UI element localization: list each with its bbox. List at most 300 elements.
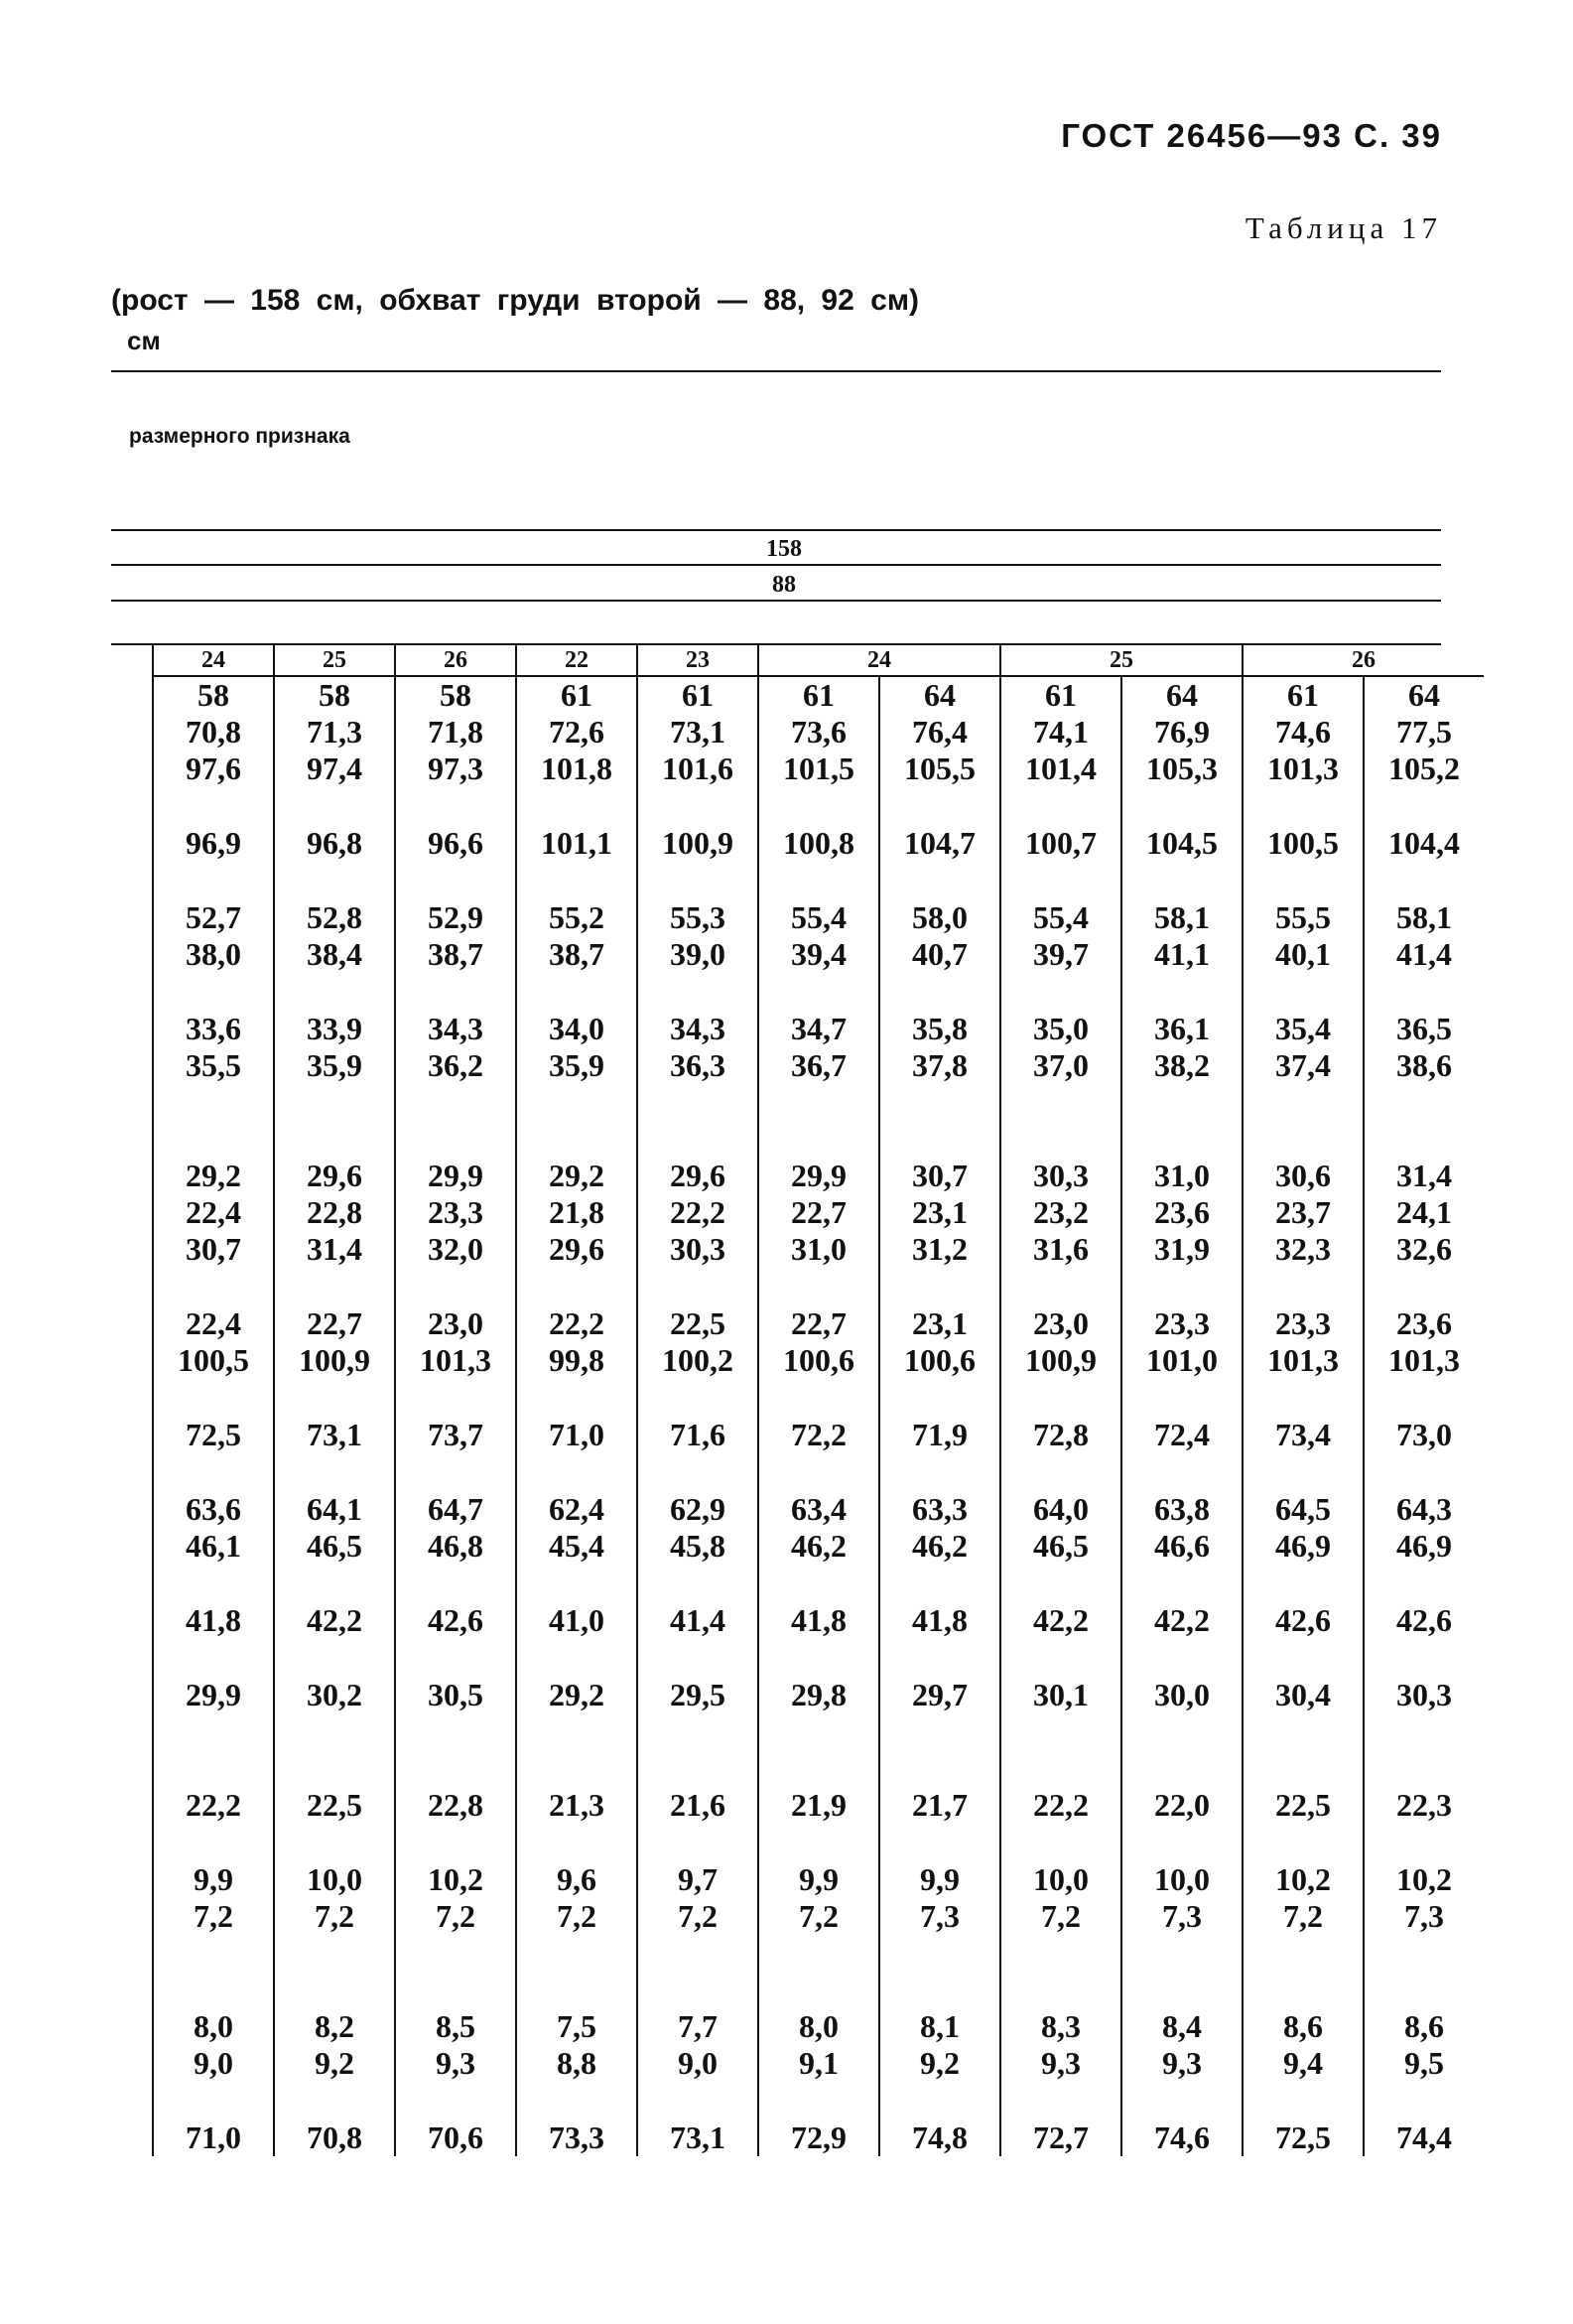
table-row <box>153 751 1484 787</box>
table-cell: 39,7 <box>1000 936 1121 973</box>
spacer-cell <box>637 1935 758 2008</box>
spacer-cell <box>153 1565 274 1602</box>
rule-header-1 <box>111 529 1441 531</box>
table-cell: 70,8 <box>153 714 274 751</box>
spacer-row <box>153 1824 1484 1861</box>
table-cell: 35,9 <box>274 1047 395 1084</box>
table-cell: 42,6 <box>395 1602 516 1639</box>
table-cell: 100,6 <box>758 1342 879 1379</box>
table-cell: 7,2 <box>1000 1898 1121 1935</box>
table-cell: 31,4 <box>1364 1158 1484 1194</box>
table-cell: 30,0 <box>1121 1677 1243 1713</box>
table-cell: 70,6 <box>395 2119 516 2156</box>
table-cell: 38,2 <box>1121 1047 1243 1084</box>
table-cell: 22,2 <box>1000 1787 1121 1824</box>
table-cell: 76,4 <box>879 714 1000 751</box>
spacer-cell <box>274 1565 395 1602</box>
spacer-cell <box>516 2082 637 2119</box>
table-cell: 22,4 <box>153 1305 274 1342</box>
table-cell: 100,5 <box>1243 825 1364 862</box>
table-cell: 62,9 <box>637 1491 758 1528</box>
table-cell: 101,0 <box>1121 1342 1243 1379</box>
table-cell: 9,7 <box>637 1861 758 1898</box>
table-cell: 8,3 <box>1000 2008 1121 2045</box>
table-row <box>153 936 1484 973</box>
table-cell: 34,0 <box>516 1011 637 1047</box>
table-cell: 8,6 <box>1364 2008 1484 2045</box>
spacer-cell <box>153 787 274 825</box>
table-cell: 29,6 <box>516 1231 637 1268</box>
table-cell: 101,6 <box>637 751 758 787</box>
group-header-cell: 26 <box>395 645 516 676</box>
table-cell: 32,3 <box>1243 1231 1364 1268</box>
table-cell: 72,2 <box>758 1417 879 1453</box>
table-cell: 41,8 <box>758 1602 879 1639</box>
spacer-cell <box>1364 1824 1484 1861</box>
table-cell: 101,1 <box>516 825 637 862</box>
spacer-cell <box>516 1639 637 1677</box>
size-attribute-label: размерного признака <box>129 425 350 448</box>
table-cell: 64 <box>879 676 1000 714</box>
spacer-cell <box>758 1268 879 1305</box>
spacer-cell <box>1243 973 1364 1011</box>
rule-header-3 <box>111 600 1441 602</box>
table-cell: 31,2 <box>879 1231 1000 1268</box>
group-header-cell: 22 <box>516 645 637 676</box>
table-cell: 101,4 <box>1000 751 1121 787</box>
table-cell: 55,5 <box>1243 899 1364 936</box>
table-cell: 55,2 <box>516 899 637 936</box>
table-row <box>153 1417 1484 1453</box>
table-cell: 74,1 <box>1000 714 1121 751</box>
table-cell: 105,3 <box>1121 751 1243 787</box>
spacer-cell <box>637 787 758 825</box>
spacer-cell <box>153 1084 274 1158</box>
spacer-cell <box>1000 1713 1121 1787</box>
table-cell: 24,1 <box>1364 1194 1484 1231</box>
table-cell: 22,8 <box>395 1787 516 1824</box>
table-cell: 10,0 <box>274 1861 395 1898</box>
spacer-cell <box>1121 1268 1243 1305</box>
spacer-cell <box>879 787 1000 825</box>
table-cell: 72,4 <box>1121 1417 1243 1453</box>
table-cell: 101,5 <box>758 751 879 787</box>
spacer-cell <box>1364 1565 1484 1602</box>
spacer-cell <box>153 1268 274 1305</box>
spacer-cell <box>395 1639 516 1677</box>
table-cell: 29,5 <box>637 1677 758 1713</box>
table-cell: 7,2 <box>637 1898 758 1935</box>
spacer-cell <box>1000 1824 1121 1861</box>
spacer-cell <box>1121 1453 1243 1491</box>
table-cell: 23,3 <box>395 1194 516 1231</box>
table-cell: 30,1 <box>1000 1677 1121 1713</box>
table-cell: 100,7 <box>1000 825 1121 862</box>
table-cell: 46,9 <box>1364 1528 1484 1565</box>
table-cell: 52,8 <box>274 899 395 936</box>
table-row <box>153 1861 1484 1898</box>
table-cell: 32,0 <box>395 1231 516 1268</box>
table-cell: 62,4 <box>516 1491 637 1528</box>
spacer-cell <box>274 1453 395 1491</box>
table-cell: 58,1 <box>1364 899 1484 936</box>
table-cell: 46,2 <box>758 1528 879 1565</box>
group-header-cell: 25 <box>274 645 395 676</box>
spacer-cell <box>1000 1935 1121 2008</box>
spacer-cell <box>1364 1713 1484 1787</box>
table-cell: 29,7 <box>879 1677 1000 1713</box>
table-cell: 64,1 <box>274 1491 395 1528</box>
table-row <box>153 676 1484 714</box>
spacer-cell <box>758 1565 879 1602</box>
table-cell: 30,7 <box>153 1231 274 1268</box>
table-cell: 97,4 <box>274 751 395 787</box>
page-header: ГОСТ 26456—93 С. 39 <box>1061 117 1442 154</box>
table-cell: 72,5 <box>153 1417 274 1453</box>
spacer-cell <box>758 1379 879 1417</box>
spacer-cell <box>1000 1268 1121 1305</box>
spacer-cell <box>1243 2082 1364 2119</box>
spacer-cell <box>1364 787 1484 825</box>
spacer-cell <box>516 862 637 899</box>
spacer-cell <box>1364 1453 1484 1491</box>
table-cell: 101,3 <box>1364 1342 1484 1379</box>
spacer-cell <box>879 1084 1000 1158</box>
spacer-cell <box>274 1713 395 1787</box>
spacer-cell <box>1000 862 1121 899</box>
spacer-row <box>153 862 1484 899</box>
table-cell: 74,6 <box>1121 2119 1243 2156</box>
spacer-cell <box>1364 1084 1484 1158</box>
table-cell: 73,3 <box>516 2119 637 2156</box>
table-cell: 73,1 <box>274 1417 395 1453</box>
spacer-cell <box>516 1379 637 1417</box>
table-cell: 7,3 <box>1121 1898 1243 1935</box>
table-cell: 22,2 <box>516 1305 637 1342</box>
spacer-cell <box>879 1379 1000 1417</box>
table-cell: 23,7 <box>1243 1194 1364 1231</box>
table-cell: 63,3 <box>879 1491 1000 1528</box>
table-cell: 55,4 <box>758 899 879 936</box>
table-row <box>153 899 1484 936</box>
table-cell: 104,7 <box>879 825 1000 862</box>
table-cell: 9,3 <box>1000 2045 1121 2082</box>
spacer-cell <box>637 1084 758 1158</box>
spacer-cell <box>153 1639 274 1677</box>
table-cell: 37,4 <box>1243 1047 1364 1084</box>
spacer-cell <box>758 1453 879 1491</box>
spacer-row <box>153 1379 1484 1417</box>
table-cell: 74,6 <box>1243 714 1364 751</box>
table-cell: 23,1 <box>879 1305 1000 1342</box>
table-cell: 99,8 <box>516 1342 637 1379</box>
table-cell: 96,6 <box>395 825 516 862</box>
table-cell: 29,6 <box>274 1158 395 1194</box>
rule-top <box>111 370 1441 372</box>
table-cell: 35,5 <box>153 1047 274 1084</box>
table-cell: 30,2 <box>274 1677 395 1713</box>
table-cell: 61 <box>1243 676 1364 714</box>
table-cell: 33,6 <box>153 1011 274 1047</box>
spacer-cell <box>153 1713 274 1787</box>
table-cell: 22,7 <box>758 1305 879 1342</box>
table-cell: 22,2 <box>637 1194 758 1231</box>
spacer-cell <box>637 973 758 1011</box>
table-cell: 36,5 <box>1364 1011 1484 1047</box>
table-cell: 29,9 <box>758 1158 879 1194</box>
table-cell: 61 <box>637 676 758 714</box>
table-cell: 31,9 <box>1121 1231 1243 1268</box>
table-cell: 35,0 <box>1000 1011 1121 1047</box>
spacer-row <box>153 787 1484 825</box>
spacer-cell <box>516 1268 637 1305</box>
chest-value: 88 <box>772 572 796 598</box>
table-row <box>153 1305 1484 1342</box>
table-cell: 7,5 <box>516 2008 637 2045</box>
spacer-cell <box>1121 1565 1243 1602</box>
table-cell: 100,5 <box>153 1342 274 1379</box>
table-row <box>153 1342 1484 1379</box>
table-cell: 30,3 <box>637 1231 758 1268</box>
table-cell: 73,6 <box>758 714 879 751</box>
table-cell: 41,0 <box>516 1602 637 1639</box>
table-cell: 22,5 <box>1243 1787 1364 1824</box>
spacer-cell <box>758 1084 879 1158</box>
table-cell: 9,5 <box>1364 2045 1484 2082</box>
spacer-cell <box>758 787 879 825</box>
spacer-cell <box>395 1565 516 1602</box>
table-cell: 42,2 <box>1000 1602 1121 1639</box>
table-caption: (рост — 158 см, обхват груди второй — 88, 92 см) <box>111 284 920 317</box>
table-cell: 29,9 <box>395 1158 516 1194</box>
table-cell: 46,2 <box>879 1528 1000 1565</box>
table-cell: 30,6 <box>1243 1158 1364 1194</box>
table-row <box>153 1194 1484 1231</box>
spacer-cell <box>1243 1713 1364 1787</box>
table-cell: 21,8 <box>516 1194 637 1231</box>
table-cell: 23,0 <box>1000 1305 1121 1342</box>
spacer-cell <box>1000 1565 1121 1602</box>
table-cell: 63,6 <box>153 1491 274 1528</box>
table-cell: 58 <box>395 676 516 714</box>
spacer-cell <box>1000 2082 1121 2119</box>
table-cell: 21,7 <box>879 1787 1000 1824</box>
table-cell: 10,2 <box>1364 1861 1484 1898</box>
table-label: Таблица 17 <box>1245 210 1442 245</box>
table-cell: 10,2 <box>395 1861 516 1898</box>
table-cell: 38,4 <box>274 936 395 973</box>
spacer-cell <box>274 1268 395 1305</box>
table-row <box>153 714 1484 751</box>
table-cell: 30,3 <box>1364 1677 1484 1713</box>
spacer-cell <box>516 1084 637 1158</box>
spacer-cell <box>153 1935 274 2008</box>
spacer-cell <box>1364 1639 1484 1677</box>
spacer-cell <box>1364 2082 1484 2119</box>
table-cell: 8,5 <box>395 2008 516 2045</box>
table-cell: 7,2 <box>758 1898 879 1935</box>
table-cell: 32,6 <box>1364 1231 1484 1268</box>
spacer-cell <box>758 1824 879 1861</box>
table-cell: 35,9 <box>516 1047 637 1084</box>
table-cell: 105,5 <box>879 751 1000 787</box>
table-cell: 9,9 <box>879 1861 1000 1898</box>
table-cell: 42,2 <box>274 1602 395 1639</box>
table-cell: 77,5 <box>1364 714 1484 751</box>
table-cell: 21,9 <box>758 1787 879 1824</box>
table-cell: 64 <box>1364 676 1484 714</box>
table-cell: 22,7 <box>274 1305 395 1342</box>
table-cell: 100,9 <box>274 1342 395 1379</box>
spacer-cell <box>1243 1268 1364 1305</box>
spacer-cell <box>153 1453 274 1491</box>
table-row <box>153 2045 1484 2082</box>
table-cell: 55,4 <box>1000 899 1121 936</box>
spacer-cell <box>1000 1084 1121 1158</box>
table-cell: 46,6 <box>1121 1528 1243 1565</box>
table-cell: 21,6 <box>637 1787 758 1824</box>
table-cell: 38,0 <box>153 936 274 973</box>
table-cell: 8,6 <box>1243 2008 1364 2045</box>
spacer-cell <box>153 1379 274 1417</box>
table-cell: 9,0 <box>153 2045 274 2082</box>
spacer-cell <box>274 1639 395 1677</box>
table-cell: 100,6 <box>879 1342 1000 1379</box>
table-cell: 73,1 <box>637 2119 758 2156</box>
table-cell: 29,9 <box>153 1677 274 1713</box>
table-cell: 42,6 <box>1243 1602 1364 1639</box>
spacer-cell <box>1000 787 1121 825</box>
spacer-cell <box>516 1565 637 1602</box>
table-row <box>153 825 1484 862</box>
spacer-cell <box>879 1639 1000 1677</box>
table-row <box>153 1787 1484 1824</box>
table-cell: 34,7 <box>758 1011 879 1047</box>
table-cell: 46,5 <box>274 1528 395 1565</box>
spacer-cell <box>395 1453 516 1491</box>
table-cell: 7,3 <box>1364 1898 1484 1935</box>
table-cell: 64,5 <box>1243 1491 1364 1528</box>
table-cell: 29,2 <box>153 1158 274 1194</box>
table-row <box>153 1898 1484 1935</box>
table-cell: 35,4 <box>1243 1011 1364 1047</box>
table-cell: 41,8 <box>879 1602 1000 1639</box>
table-cell: 38,6 <box>1364 1047 1484 1084</box>
table-cell: 73,7 <box>395 1417 516 1453</box>
table-cell: 100,2 <box>637 1342 758 1379</box>
table-row <box>153 2008 1484 2045</box>
table-cell: 29,2 <box>516 1158 637 1194</box>
table-cell: 45,8 <box>637 1528 758 1565</box>
spacer-cell <box>1243 1639 1364 1677</box>
table-cell: 70,8 <box>274 2119 395 2156</box>
table-cell: 64,0 <box>1000 1491 1121 1528</box>
table-cell: 31,6 <box>1000 1231 1121 1268</box>
table-cell: 10,0 <box>1121 1861 1243 1898</box>
spacer-cell <box>1121 1713 1243 1787</box>
table-cell: 8,1 <box>879 2008 1000 2045</box>
table-cell: 7,2 <box>516 1898 637 1935</box>
spacer-cell <box>879 973 1000 1011</box>
table-row <box>153 1491 1484 1528</box>
spacer-cell <box>274 1379 395 1417</box>
table-cell: 58 <box>274 676 395 714</box>
spacer-cell <box>395 862 516 899</box>
table-cell: 7,2 <box>274 1898 395 1935</box>
table-cell: 105,2 <box>1364 751 1484 787</box>
table-cell: 8,2 <box>274 2008 395 2045</box>
table-cell: 23,3 <box>1243 1305 1364 1342</box>
table-cell: 61 <box>1000 676 1121 714</box>
table-cell: 97,6 <box>153 751 274 787</box>
spacer-cell <box>637 862 758 899</box>
spacer-cell <box>637 1713 758 1787</box>
table-cell: 104,4 <box>1364 825 1484 862</box>
table-cell: 36,1 <box>1121 1011 1243 1047</box>
table-cell: 30,7 <box>879 1158 1000 1194</box>
table-cell: 37,8 <box>879 1047 1000 1084</box>
spacer-cell <box>395 1713 516 1787</box>
spacer-row <box>153 1453 1484 1491</box>
spacer-cell <box>1243 787 1364 825</box>
table-cell: 71,0 <box>516 1417 637 1453</box>
table-cell: 72,9 <box>758 2119 879 2156</box>
table-cell: 9,2 <box>879 2045 1000 2082</box>
spacer-cell <box>637 2082 758 2119</box>
table-cell: 41,4 <box>1364 936 1484 973</box>
table-cell: 58,1 <box>1121 899 1243 936</box>
table-cell: 41,4 <box>637 1602 758 1639</box>
table-cell: 74,4 <box>1364 2119 1484 2156</box>
spacer-cell <box>395 1084 516 1158</box>
spacer-cell <box>758 1935 879 2008</box>
spacer-cell <box>1243 1935 1364 2008</box>
spacer-cell <box>879 862 1000 899</box>
table-cell: 31,0 <box>1121 1158 1243 1194</box>
table-cell: 23,1 <box>879 1194 1000 1231</box>
table-cell: 23,0 <box>395 1305 516 1342</box>
table-cell: 104,5 <box>1121 825 1243 862</box>
rule-header-2 <box>111 564 1441 566</box>
spacer-cell <box>758 2082 879 2119</box>
table-row <box>153 1528 1484 1565</box>
table-cell: 101,8 <box>516 751 637 787</box>
spacer-row <box>153 1084 1484 1158</box>
spacer-cell <box>1000 973 1121 1011</box>
spacer-row <box>153 1268 1484 1305</box>
spacer-row <box>153 1935 1484 2008</box>
spacer-cell <box>395 1379 516 1417</box>
spacer-cell <box>879 1824 1000 1861</box>
spacer-cell <box>879 1268 1000 1305</box>
table-cell: 22,3 <box>1364 1787 1484 1824</box>
table-cell: 46,1 <box>153 1528 274 1565</box>
table-cell: 72,8 <box>1000 1417 1121 1453</box>
table-cell: 23,6 <box>1364 1305 1484 1342</box>
spacer-cell <box>1121 2082 1243 2119</box>
spacer-cell <box>1243 1565 1364 1602</box>
table-cell: 23,6 <box>1121 1194 1243 1231</box>
spacer-cell <box>1121 1379 1243 1417</box>
table-cell: 7,3 <box>879 1898 1000 1935</box>
table-cell: 29,2 <box>516 1677 637 1713</box>
spacer-cell <box>879 1713 1000 1787</box>
spacer-cell <box>395 1268 516 1305</box>
table-cell: 21,3 <box>516 1787 637 1824</box>
spacer-row <box>153 973 1484 1011</box>
table-cell: 9,2 <box>274 2045 395 2082</box>
spacer-cell <box>637 1639 758 1677</box>
